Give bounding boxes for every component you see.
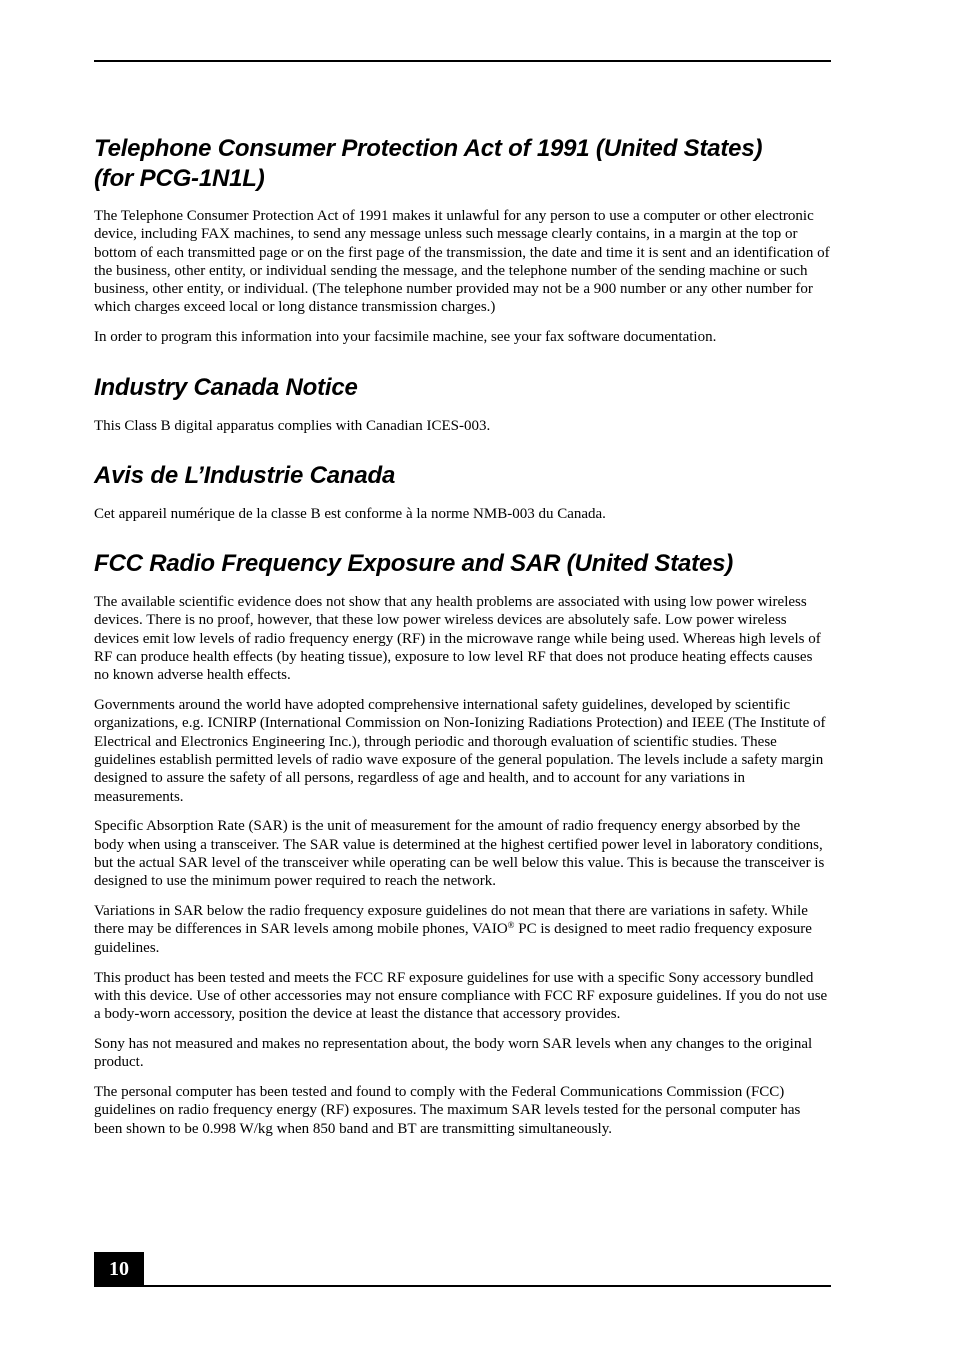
section-heading — [94, 134, 831, 194]
heading-line-2: (for PCG-1N1L) — [94, 165, 265, 192]
registered-mark: ® — [507, 920, 515, 931]
section-avis-industrie-canada — [94, 461, 831, 523]
section-industry-canada-notice — [94, 373, 831, 435]
paragraph: The Telephone Consumer Protection Act of 1991 makes it unlawful for any person to use a computer or other electronic device, including FAX machines, to send any message unless such message clearly contains, in a margin at the top or bottom of each transmitted page or on the first page of the transmission, the date and time it is sent and an identification of the business, other entity, or individual sending the message, and the telephone number of the sending machine or such business, other entity, or individual. (The telephone number provided may not be a 900 number or any other number for which charges exceed local or long distance transmission charges.) — [94, 208, 830, 316]
page-number: 10 — [94, 1252, 144, 1286]
paragraph: This Class B digital apparatus complies with Canadian ICES-003. — [94, 417, 491, 434]
paragraph: Sony has not measured and makes no representation about, the body worn SAR levels when any changes to the original product. — [94, 1035, 813, 1071]
paragraph: The available scientific evidence does not show that any health problems are associated with using low power wireless devices. There is no proof, however, that these low power wireless devices are absolutely safe. Low power wireless devices emit low levels of radio frequency energy (RF) in the microwave range while being used. Whereas high levels of RF can produce health effects (by heating tissue), exposure to low level RF that does not produce heating effects causes no known adverse health effects. — [94, 594, 821, 684]
paragraph: In order to program this information into your facsimile machine, see your fax software documentation. — [94, 329, 717, 346]
page-body — [94, 134, 831, 1164]
text-after-sup: PC is designed to meet radio frequency exposure guidelines. — [94, 921, 812, 956]
section-heading: Avis de L’Industrie Canada — [94, 461, 396, 489]
footer-rule — [94, 1285, 831, 1287]
paragraph: Governments around the world have adopted comprehensive international safety guidelines, developed by scientific organizations, e.g. ICNIRP (International Commission on Non-Ionizing Radiations Protection) and IEEE (The Institute of Electrical and Electronics Engineering Inc.), through periodic and thorough evaluation of scientific studies. These guidelines establish permitted levels of radio wave exposure of the general population. The levels include a safety margin designed to assure the safety of all persons, regardless of age and health, and to account for any variations in measurements. — [94, 697, 826, 805]
section-heading: FCC Radio Frequency Exposure and SAR (United States) — [94, 550, 734, 578]
heading-line-1: Telephone Consumer Protection Act of 1991 (United States) — [94, 135, 763, 162]
paragraph: This product has been tested and meets the FCC RF exposure guidelines for use with a specific Sony accessory bundled with this device. Use of other accessories may not ensure compliance with FCC RF exposure guidelines. If you do not use a body-worn accessory, position the device at least the distance that accessory provides. — [94, 969, 828, 1023]
paragraph: Cet appareil numérique de la classe B est conforme à la norme NMB-003 du Canada. — [94, 505, 606, 522]
section-telephone-consumer-protection — [94, 134, 831, 347]
section-fcc-rf-exposure — [94, 549, 831, 1138]
paragraph-vaio — [94, 902, 831, 957]
paragraph: The personal computer has been tested and found to comply with the Federal Communications Commission (FCC) guidelines on radio frequency energy (RF) exposures. The maximum SAR levels tested for the personal computer has been shown to be 0.998 W/kg when 850 band and BT are transmitting simultaneously. — [94, 1084, 801, 1137]
section-heading: Industry Canada Notice — [94, 373, 358, 401]
header-rule — [94, 60, 831, 62]
paragraph: Specific Absorption Rate (SAR) is the unit of measurement for the amount of radio frequency energy absorbed by the body when using a transceiver. The SAR value is determined at the highest certified power level in laboratory conditions, but the actual SAR level of the transceiver while operating can be well below this value. This is because the transceiver is designed to use the minimum power required to reach the network. — [94, 818, 825, 890]
text-before-sup: Variations in SAR below the radio frequency exposure guidelines do not mean that there are variations in safety. While there may be differences in SAR levels among mobile phones, VAIO — [94, 903, 808, 938]
